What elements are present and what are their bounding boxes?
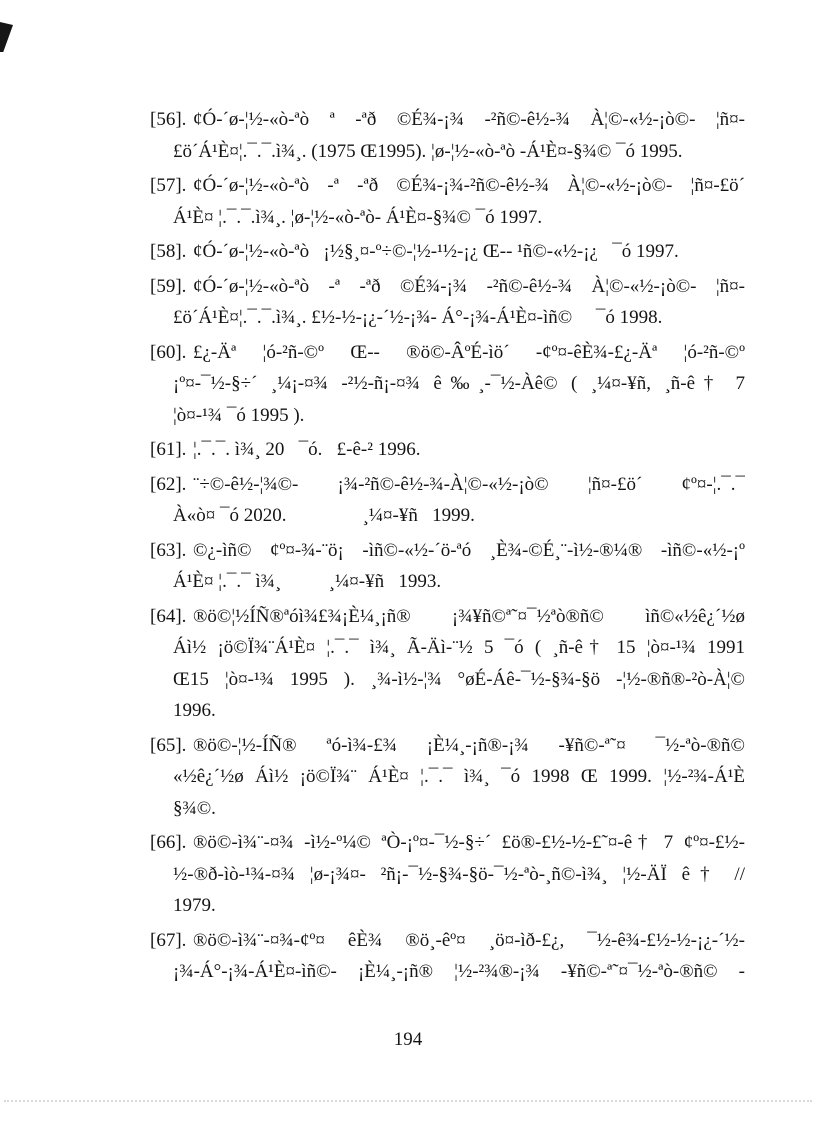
page-number: 194 bbox=[393, 1029, 423, 1050]
reference-text bbox=[173, 601, 745, 727]
reference-number: [60]. bbox=[150, 341, 187, 363]
reference-text bbox=[173, 104, 745, 167]
reference-line: Áì½ ¡ö©Ï¾¨Á¹È¤ ¦.¯.¯ ì¾¸ Ã-Äì-¨½ 5 ¯ó ( ¸ñ-ê† 15 ¦ò¤-¹¾ 1991 bbox=[173, 637, 745, 658]
reference-line: §¾©. bbox=[173, 797, 216, 819]
reference-item bbox=[150, 170, 745, 233]
reference-line: £ö´Á¹È¤¦.¯.¯.ì¾¸. (1975 Œ1995). ¦ø-¦½-«ò-ªò -Á¹È¤-§¾© ¯ó 1995. bbox=[173, 140, 683, 162]
reference-list bbox=[150, 104, 745, 991]
reference-item bbox=[150, 469, 745, 532]
reference-line: ¨÷©-ê½-¦¾©- ¡¾-²ñ©-ê½-¾-À¦©-«½-¡ò© ¦ñ¤-£ö´ ¢º¤-¦.¯.¯ bbox=[193, 473, 745, 495]
reference-item bbox=[150, 434, 745, 466]
reference-line: ®ö©-ì¾¨-¤¾ -ì½-º¼© ªÒ-¡º¤-¯½-§÷´ £ö®-£½-½-£˜¤-ê† 7 ¢º¤-£½- bbox=[193, 832, 745, 853]
reference-number: [64]. bbox=[150, 605, 187, 627]
reference-item bbox=[150, 236, 745, 268]
reference-text bbox=[173, 827, 745, 922]
reference-line: ¢Ó-´ø-¦½-«ò-ªò ¡½§¸¤-º÷©-¦½-¹½-¡¿ Œ-- ¹ñ©-«½-¡¿ ¯ó 1997. bbox=[193, 241, 679, 262]
reference-text bbox=[173, 469, 745, 532]
reference-text bbox=[173, 535, 745, 598]
reference-line: «½ê¿´½ø Áì½ ¡ö©Ï¾¨ Á¹È¤ ¦.¯.¯ ì¾¸ ¯ó 1998 Œ 1999. ¦½-²¾-Á¹È bbox=[173, 766, 745, 787]
scan-artifact-corner bbox=[0, 22, 13, 52]
reference-line: À«ò¤ ¯ó 2020. ¸¼¤-¥ñ 1999. bbox=[173, 505, 475, 526]
reference-line: Œ15 ¦ò¤-¹¾ 1995 ). ¸¾-ì½-¦¾ °øÉ-Áê-¯½-§¾-§ö -¦½-®ñ®-²ò-À¦© bbox=[173, 668, 745, 690]
reference-text bbox=[173, 434, 745, 466]
reference-number: [56]. bbox=[150, 109, 187, 130]
reference-text bbox=[173, 170, 745, 233]
reference-line: ®ö©¦½ÍÑ®ªóì¾£¾¡È¼¸¡ñ® ¡¾¥ñ©ª˜¤¯½ªò®ñ© ìñ©«½ê¿´½ø bbox=[193, 605, 745, 627]
reference-line: ¦.¯.¯. ì¾¸ 20 ¯ó. £-ê-² 1996. bbox=[193, 439, 421, 460]
reference-number: [62]. bbox=[150, 473, 187, 495]
reference-item bbox=[150, 104, 745, 167]
reference-number: [61]. bbox=[150, 439, 187, 460]
reference-item bbox=[150, 535, 745, 598]
reference-item bbox=[150, 601, 745, 727]
reference-line: ®ö©-ì¾¨-¤¾-¢º¤ êÈ¾ ®ö¸-êº¤ ¸ö¤-ìð-£¿, ¯½-ê¾-£½-½-¡¿-´½- bbox=[193, 929, 745, 951]
reference-number: [57]. bbox=[150, 175, 187, 196]
reference-number: [66]. bbox=[150, 832, 187, 853]
reference-item bbox=[150, 730, 745, 825]
reference-text bbox=[173, 271, 745, 334]
reference-line: ®ö©-¦½-ÍÑ® ªó-ì¾-£¾ ¡È¼¸-¡ñ®-¡¾ -¥ñ©-ª˜¤ ¯½-ªò-®ñ© bbox=[193, 734, 745, 756]
reference-line: ¡º¤-¯½-§÷´ ¸¼¡-¤¾ -²½-ñ¡-¤¾ ê‰¸-¯½-Àê© ( ¸¼¤-¥ñ, ¸ñ-ê† 7 bbox=[173, 373, 745, 394]
reference-item bbox=[150, 271, 745, 334]
reference-item bbox=[150, 337, 745, 432]
reference-text bbox=[173, 337, 745, 432]
reference-item bbox=[150, 925, 745, 988]
reference-line: £ö´Á¹È¤¦.¯.¯.ì¾¸. £½-½-¡¿-´½-¡¾- Á°-¡¾-Á¹È¤-ìñ© ¯ó 1998. bbox=[173, 307, 663, 328]
reference-line: £¿-Äª ¦ó-²ñ-©º Œ-- ®ö©-ÂºÉ-ìö´ -¢º¤-êÈ¾-£¿-Äª ¦ó-²ñ-©º bbox=[193, 341, 745, 363]
reference-line: Á¹È¤ ¦.¯.¯.ì¾¸. ¦ø-¦½-«ò-ªò- Á¹È¤-§¾© ¯ó 1997. bbox=[173, 206, 543, 228]
reference-text bbox=[173, 236, 745, 268]
reference-line: 1996. bbox=[173, 700, 216, 721]
reference-text bbox=[173, 925, 745, 988]
reference-line: ¦ò¤-¹¾ ¯ó 1995 ). bbox=[173, 404, 305, 426]
reference-line: 1979. bbox=[173, 895, 216, 916]
reference-number: [65]. bbox=[150, 734, 187, 756]
reference-number: [59]. bbox=[150, 275, 187, 297]
reference-line: ¢Ó-´ø-¦½-«ò-ªò -ª -ªð ©É¾-¡¾-²ñ©-ê½-¾ À¦©-«½-¡ò©- ¦ñ¤-£ö´ bbox=[193, 175, 745, 196]
scan-artifact-dots bbox=[4, 1100, 812, 1102]
reference-number: [58]. bbox=[150, 241, 187, 262]
reference-line: ¡¾-Á°-¡¾-Á¹È¤-ìñ©- ¡È¼¸-¡ñ® ¦½-²¾®-¡¾ -¥ñ©-ª˜¤¯½-ªò-®ñ© - bbox=[173, 961, 745, 982]
reference-number: [67]. bbox=[150, 929, 187, 951]
reference-line: ½-®ð-ìò-¹¾-¤¾ ¦ø-¡¾¤- ²ñ¡-¯½-§¾-§ö-¯½-ªò-¸ñ©-ì¾¸ ¦½-ÄÏ ê† // bbox=[173, 863, 745, 885]
reference-line: Á¹È¤ ¦.¯.¯ ì¾¸ ¸¼¤-¥ñ 1993. bbox=[173, 571, 442, 592]
reference-number: [63]. bbox=[150, 539, 187, 561]
reference-line: ¢Ó-´ø-¦½-«ò-ªò ª -ªð ©É¾-¡¾ -²ñ©-ê½-¾ À¦©-«½-¡ò©- ¦ñ¤- bbox=[193, 109, 745, 130]
reference-item bbox=[150, 827, 745, 922]
reference-line: ©¿-ìñ© ¢º¤-¾-¨ö¡ -ìñ©-«½-´ö-ªó ¸È¾-©É¸¨-ì½-®¼® -ìñ©-«½-¡º bbox=[193, 539, 745, 561]
reference-text bbox=[173, 730, 745, 825]
reference-line: ¢Ó-´ø-¦½-«ò-ªò -ª -ªð ©É¾-¡¾ -²ñ©-ê½-¾ À¦©-«½-¡ò©- ¦ñ¤- bbox=[193, 275, 745, 297]
